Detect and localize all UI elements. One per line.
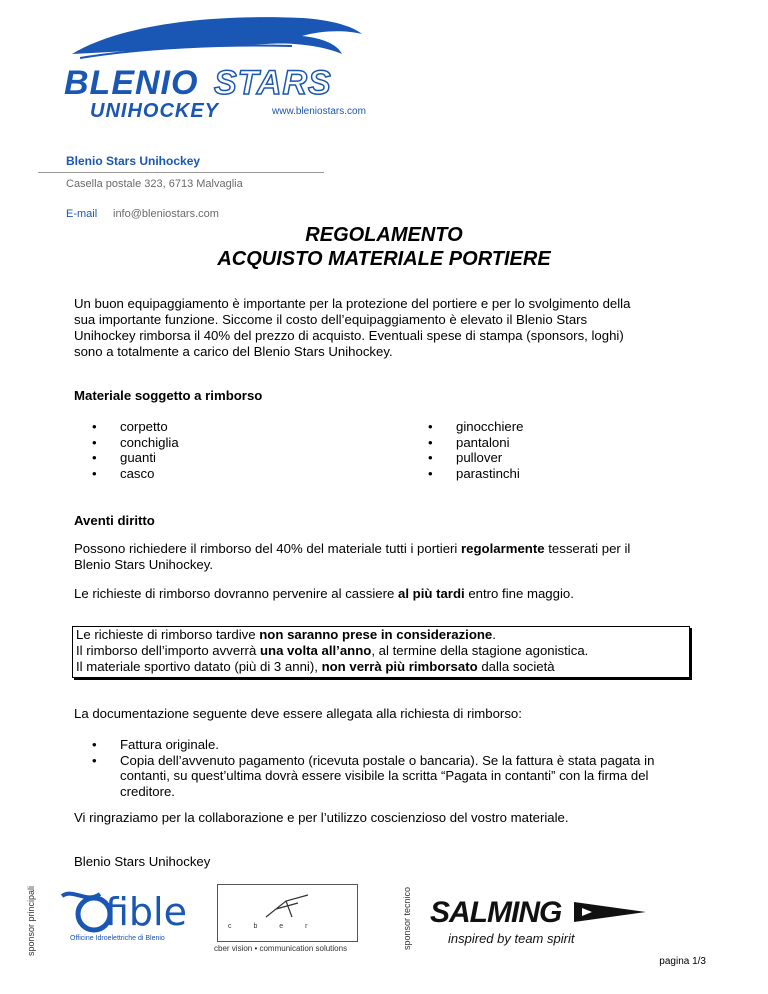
logo-text-blenio: BLENIO [64,64,199,102]
cber-logo [217,884,358,942]
eligible-line: Blenio Stars Unihockey. [74,557,214,572]
letterhead-email[interactable]: info@bleniostars.com [113,208,219,220]
page-title-line1: REGOLAMENTO [305,224,463,246]
list-item: • casco [92,466,179,482]
letterhead-divider [38,172,324,173]
list-item: • conchiglia [92,435,179,451]
text-run-bold: non verrà più rimborsato [321,659,478,674]
text-run: Le richieste di rimborso dovranno pervenire al cassiere [74,586,398,601]
list-item [92,753,712,800]
cber-bird-icon [262,891,312,921]
letterhead-name: Blenio Stars Unihockey [66,154,201,168]
list-item: • corpetto [92,419,179,435]
material-list-right [428,419,523,481]
text-run-bold: una volta all’anno [259,643,372,658]
letterhead-address: Casella postale 323, 6713 Malvaglia [66,178,243,190]
text-run: Il materiale sportivo datato (più di 3 anni), [76,659,322,674]
salming-tagline: inspired by team spirit [448,931,575,946]
intro-line: sono a totalmente a carico del Blenio Stars Unihockey. [74,344,393,359]
list-item: • pullover [428,450,523,466]
closing-thanks: Vi ringraziamo per la collaborazione e per l’utilizzo coscienzioso del vostro materiale. [74,810,569,825]
list-item: • parastinchi [428,466,523,482]
cber-caption: cber vision • communication solutions [214,944,348,953]
intro-line: Unihockey rimborsa il 40% del prezzo di acquisto. Eventuali spese di stampa (sponsors, loghi) [74,328,624,343]
logo-text-stars: STARS [214,64,332,102]
text-run: . [492,627,496,642]
list-item: • pantaloni [428,435,523,451]
cber-letters: c b e r [228,923,318,930]
text-run: tesserati per il [544,541,631,556]
text-run-bold: non saranno prese in considerazione [259,627,493,642]
sponsor-tech-label: sponsor tecnico [402,886,412,950]
material-heading: Materiale soggetto a rimborso [74,388,263,403]
text-run: Possono richiedere il rimborso del 40% del materiale tutti i portieri [74,541,462,556]
list-item-line: • Copia dell’avvenuto pagamento (ricevuta postale o bancaria). Se la fattura è stata pagata in [120,752,655,768]
salming-wordmark: SALMING [430,896,562,929]
notice-box [72,626,690,678]
notice-line [76,643,689,659]
list-item: • Fattura originale. [92,737,712,753]
text-run: , al termine della stagione agonistica. [371,643,589,658]
text-run: dalla società [477,659,555,674]
eligible-line [74,541,714,557]
intro-paragraph [74,296,714,360]
intro-line: Un buon equipaggiamento è importante per la protezione del portiere e per lo svolgimento della [74,296,631,311]
list-item-line: creditore. [120,783,175,799]
notice-line [76,627,689,643]
ofible-subtitle: Officine Idroelettriche di Blenio [70,935,165,942]
text-run-bold: regolarmente [461,541,545,556]
intro-line: sua importante funzione. Siccome il costo dell’equipaggiamento è elevato il Blenio Stars [74,312,588,327]
sponsor-main-label: sponsor principali [26,885,36,956]
page-title-line2: ACQUISTO MATERIALE PORTIERE [217,248,551,270]
notice-line [76,659,689,675]
letterhead-email-label: E-mail [66,208,98,220]
docs-intro: La documentazione seguente deve essere allegata alla richiesta di rimborso: [74,706,522,721]
list-item-line: contanti, su quest’ultima dovrà essere visibile la scritta “Pagata in contanti” con la firma del [120,768,649,783]
docs-list [92,737,712,799]
text-run: Le richieste di rimborso tardive [76,627,260,642]
logo-text-unihockey: UNIHOCKEY [90,100,220,122]
text-run-bold: al più tardi [397,586,465,601]
eligible-paragraph-2 [74,586,714,602]
salming-flag-icon [574,898,648,926]
text-run: Il rimborso dell’importo avverrà [76,643,260,658]
eligible-heading: Aventi diritto [74,513,155,528]
closing-signature: Blenio Stars Unihockey [74,854,211,869]
text-run: entro fine maggio. [464,586,574,601]
ofible-wordmark: fible [105,890,187,934]
club-logo [62,14,382,124]
material-list-left [92,419,179,481]
page-number: pagina 1/3 [659,956,706,967]
list-item: • ginocchiere [428,419,523,435]
list-item: • guanti [92,450,179,466]
eligible-paragraph-1 [74,541,714,573]
logo-website: www.bleniostars.com [272,106,366,117]
